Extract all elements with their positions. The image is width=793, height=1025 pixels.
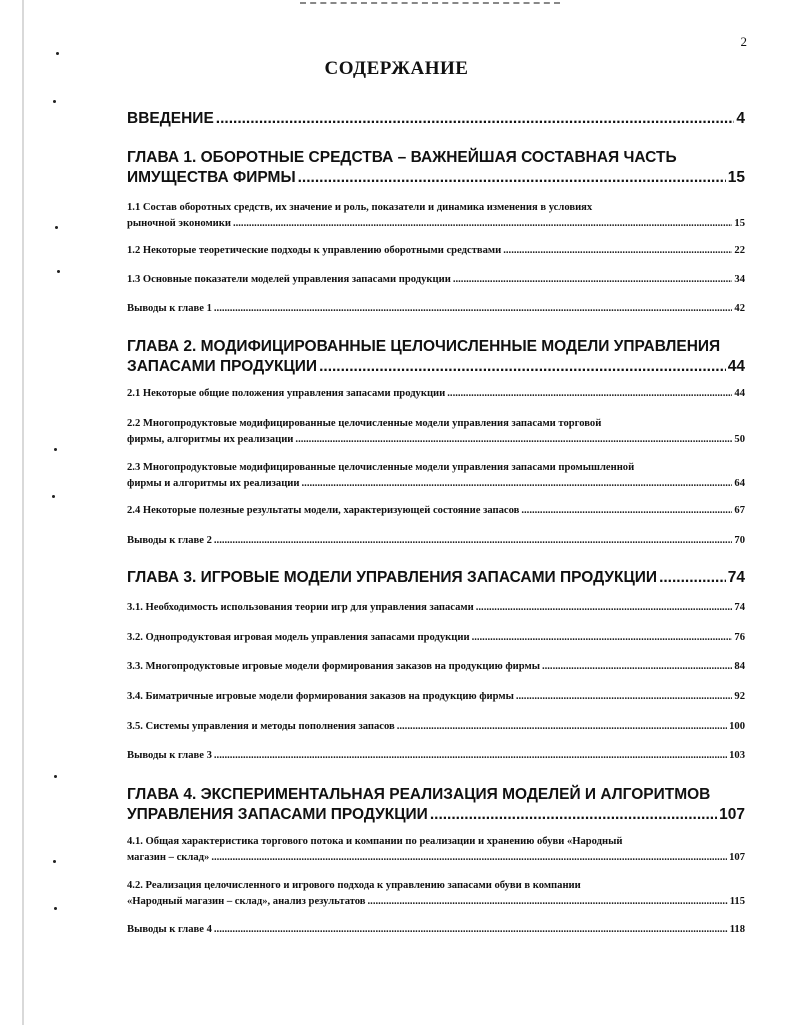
toc-page-number: 115 — [729, 896, 745, 907]
toc-entry-title: 2.4 Некоторые полезные результаты модели, характеризующей состояние запасов — [127, 505, 520, 516]
toc-page-number: 67 — [734, 505, 745, 516]
toc-page-number: 70 — [734, 535, 745, 546]
toc-entry-title: 3.1. Необходимость использования теории игр для управления запасами — [127, 602, 474, 613]
toc-entry-title: 2.3 Многопродуктовые модифицированные целочисленные модели управления запасами промышленной — [127, 462, 635, 473]
dot-leader — [453, 272, 733, 288]
toc-page-number: 44 — [727, 358, 745, 375]
scan-speck — [53, 860, 56, 863]
scan-speck — [53, 100, 56, 103]
toc-entry-title: Выводы к главе 1 — [127, 303, 212, 314]
toc-entry-title-cont: УПРАВЛЕНИЯ ЗАПАСАМИ ПРОДУКЦИИ — [127, 806, 428, 823]
toc-page-number: 15 — [734, 218, 745, 229]
dot-leader — [216, 109, 735, 129]
dot-leader — [503, 243, 732, 259]
toc-entry-title: ГЛАВА 1. ОБОРОТНЫЕ СРЕДСТВА – ВАЖНЕЙШАЯ СОСТАВНАЯ ЧАСТЬ — [127, 149, 677, 166]
dot-leader — [233, 216, 732, 232]
toc-entry-section-3-5[interactable] — [127, 719, 745, 735]
toc-entry-title: 1.1 Состав оборотных средств, их значение и роль, показатели и динамика изменения в условиях — [127, 202, 593, 213]
toc-entry-title: 2.2 Многопродуктовые модифицированные целочисленные модели управления запасами торговой — [127, 418, 602, 429]
toc-entry-section-1-3[interactable] — [127, 272, 745, 288]
toc-page-number: 103 — [729, 750, 745, 761]
toc-page-number: 44 — [734, 388, 745, 399]
toc-page-number: 50 — [734, 434, 745, 445]
toc-entry-section-1-2[interactable] — [127, 243, 745, 259]
toc-entry-section-4-1[interactable] — [127, 834, 745, 866]
dot-leader — [542, 659, 732, 675]
scan-speck — [57, 270, 60, 273]
toc-page-number: 84 — [734, 661, 745, 672]
toc-entry-title: Выводы к главе 2 — [127, 535, 212, 546]
page-number: 2 — [740, 34, 747, 49]
toc-entry-title-cont: магазин – склад» — [127, 852, 210, 863]
toc-entry-title: 3.4. Биматричные игровые модели формирования заказов на продукцию фирмы — [127, 691, 514, 702]
toc-page-number: 107 — [729, 852, 745, 863]
toc-page-number: 92 — [734, 691, 745, 702]
toc-entry-title: 4.2. Реализация целочисленного и игрового подхода к управлению запасами обуви в компании — [127, 880, 581, 891]
toc-page-number: 74 — [727, 569, 745, 586]
scan-shadow — [22, 0, 24, 1025]
toc-entry-title: 1.3 Основные показатели моделей управления запасами продукции — [127, 274, 451, 285]
dot-leader — [516, 689, 733, 705]
toc-entry-title-cont: «Народный магазин – склад», анализ результатов — [127, 896, 366, 907]
toc-page-number: 74 — [734, 602, 745, 613]
toc-page-number: 100 — [729, 721, 745, 732]
toc-page-number: 22 — [734, 245, 745, 256]
toc-entry-title: 1.2 Некоторые теоретические подходы к управлению оборотными средствами — [127, 245, 502, 256]
toc-entry-title: ГЛАВА 4. ЭКСПЕРИМЕНТАЛЬНАЯ РЕАЛИЗАЦИЯ МОДЕЛЕЙ И АЛГОРИТМОВ — [127, 786, 711, 803]
dot-leader — [368, 894, 728, 910]
toc-entry-section-3-1[interactable] — [127, 600, 745, 616]
dot-leader — [302, 476, 733, 492]
toc-page-number: 34 — [734, 274, 745, 285]
toc-entry-section-2-3[interactable] — [127, 460, 745, 492]
dot-leader — [476, 600, 733, 616]
toc-entry-title: 3.2. Однопродуктовая игровая модель управления запасами продукции — [127, 632, 470, 643]
toc-entry-title: Выводы к главе 3 — [127, 750, 212, 761]
scan-speck — [54, 775, 57, 778]
scan-speck — [54, 448, 57, 451]
toc-page-number: 42 — [734, 303, 745, 314]
dot-leader — [295, 432, 732, 448]
toc-entry-title: ВВЕДЕНИЕ — [127, 110, 214, 127]
toc-entry-title-cont: фирмы и алгоритмы их реализации — [127, 478, 300, 489]
toc-page-number: 64 — [734, 478, 745, 489]
dot-leader — [298, 168, 726, 188]
toc-entry-introduction[interactable] — [127, 109, 745, 129]
dot-leader — [214, 922, 728, 938]
dot-leader — [447, 386, 732, 402]
dot-leader — [659, 568, 726, 588]
toc-entry-chapter-4[interactable] — [127, 785, 745, 825]
toc-entry-section-2-4[interactable] — [127, 503, 745, 519]
toc-entry-title: ГЛАВА 2. МОДИФИЦИРОВАННЫЕ ЦЕЛОЧИСЛЕННЫЕ МОДЕЛИ УПРАВЛЕНИЯ — [127, 338, 721, 355]
dot-leader — [214, 301, 733, 317]
toc-entry-title-cont: ЗАПАСАМИ ПРОДУКЦИИ — [127, 358, 318, 375]
toc-entry-conclusions-3[interactable] — [127, 748, 745, 764]
toc-entry-section-4-2[interactable] — [127, 878, 745, 910]
toc-entry-section-3-2[interactable] — [127, 630, 745, 646]
document-title: СОДЕРЖАНИЕ — [324, 58, 469, 79]
toc-entry-title-cont: ИМУЩЕСТВА ФИРМЫ — [127, 169, 296, 186]
toc-entry-conclusions-4[interactable] — [127, 922, 745, 938]
dot-leader — [214, 533, 733, 549]
toc-entry-title: 4.1. Общая характеристика торгового потока и компании по реализации и хранению обуви «Народный — [127, 836, 623, 847]
toc-entry-title-cont: фирмы, алгоритмы их реализации — [127, 434, 294, 445]
toc-entry-title: Выводы к главе 4 — [127, 924, 212, 935]
dot-leader — [472, 630, 733, 646]
toc-entry-section-3-3[interactable] — [127, 659, 745, 675]
toc-entry-title-cont: рыночной экономики — [127, 218, 231, 229]
toc-entry-title: 3.5. Системы управления и методы пополнения запасов — [127, 721, 395, 732]
scan-speck — [55, 226, 58, 229]
dot-leader — [319, 357, 726, 377]
dot-leader — [397, 719, 727, 735]
dot-leader — [211, 850, 727, 866]
dot-leader — [521, 503, 732, 519]
dot-leader — [214, 748, 727, 764]
toc-entry-section-2-1[interactable] — [127, 386, 745, 402]
toc-page-number: 107 — [719, 806, 745, 823]
toc-entry-chapter-3[interactable] — [127, 568, 745, 588]
scan-speck — [56, 52, 59, 55]
scan-speck — [54, 907, 57, 910]
toc-entry-chapter-1[interactable] — [127, 148, 745, 188]
dot-leader — [430, 805, 717, 825]
scan-artifact — [300, 2, 560, 4]
toc-entry-title: ГЛАВА 3. ИГРОВЫЕ МОДЕЛИ УПРАВЛЕНИЯ ЗАПАСАМИ ПРОДУКЦИИ — [127, 569, 658, 586]
toc-entry-conclusions-1[interactable] — [127, 301, 745, 317]
toc-entry-section-2-2[interactable] — [127, 416, 745, 448]
toc-entry-section-1-1[interactable] — [127, 200, 745, 232]
toc-page-number: 76 — [734, 632, 745, 643]
toc-page-number: 118 — [729, 924, 745, 935]
toc-entry-title: 2.1 Некоторые общие положения управления запасами продукции — [127, 388, 446, 399]
toc-entry-title: 3.3. Многопродуктовые игровые модели формирования заказов на продукцию фирмы — [127, 661, 540, 672]
toc-entry-section-3-4[interactable] — [127, 689, 745, 705]
toc-entry-chapter-2[interactable] — [127, 337, 745, 377]
toc-page-number: 4 — [736, 110, 745, 127]
scan-speck — [52, 495, 55, 498]
toc-entry-conclusions-2[interactable] — [127, 533, 745, 549]
toc-page-number: 15 — [727, 169, 745, 186]
